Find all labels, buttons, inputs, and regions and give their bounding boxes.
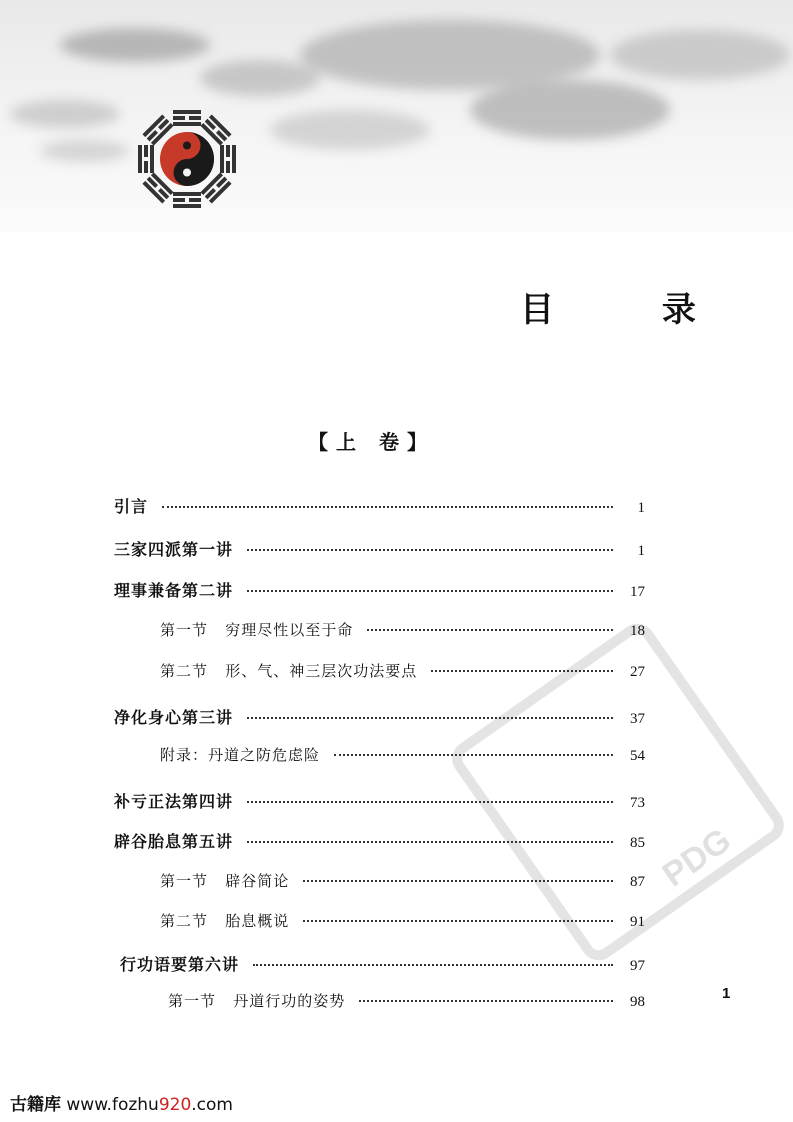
toc-entry-page: 91 (630, 914, 645, 930)
toc-entry[interactable] (114, 494, 645, 516)
footer-url: www.fozhu920.com (66, 1095, 233, 1115)
toc-entry-page: 97 (630, 958, 645, 974)
toc-entry[interactable] (114, 829, 645, 851)
page-number: 1 (722, 985, 731, 1002)
bagua-taiji-icon (136, 108, 238, 210)
toc-entry-page: 27 (630, 664, 645, 680)
toc-entry[interactable] (114, 537, 645, 559)
dot-leader (303, 920, 613, 922)
dot-leader (162, 506, 613, 508)
dot-leader (431, 670, 613, 672)
toc-entry-title: 辟谷胎息第五讲 (114, 832, 234, 851)
watermark-label: PDG (655, 821, 738, 895)
toc-entry-title: 第一节 丹道行功的姿势 (168, 992, 346, 1010)
section-heading: 【上 卷】 (308, 430, 435, 454)
toc-entry[interactable] (160, 660, 645, 682)
toc-entry-title: 引言 (114, 497, 149, 516)
dot-leader (247, 590, 613, 592)
toc-entry-page: 87 (630, 874, 645, 890)
toc-entry-page: 1 (637, 500, 645, 516)
toc-entry-page: 73 (630, 795, 645, 811)
toc-entry-page: 54 (630, 748, 645, 764)
footer-brand: 古籍库 (10, 1095, 61, 1115)
toc-entry[interactable] (160, 910, 645, 932)
dot-leader (303, 880, 613, 882)
toc-entry-title: 行功语要第六讲 (120, 955, 240, 974)
toc-entry[interactable] (168, 990, 645, 1012)
toc-entry[interactable] (160, 619, 645, 641)
toc-entry-title: 第一节 辟谷简论 (160, 872, 290, 890)
toc-entry[interactable] (114, 789, 645, 811)
toc-entry[interactable] (120, 952, 645, 974)
dot-leader (247, 549, 613, 551)
toc-entry-page: 98 (630, 994, 645, 1010)
toc-entry-page: 17 (630, 584, 645, 600)
toc-entry-title: 第二节 胎息概说 (160, 912, 290, 930)
toc-entry-page: 1 (637, 543, 645, 559)
toc-entry-title: 三家四派第一讲 (114, 540, 234, 559)
footer-source (10, 1090, 233, 1115)
toc-entry-page: 85 (630, 835, 645, 851)
ink-cloud-banner (0, 0, 793, 232)
toc-entry-title: 第二节 形、气、神三层次功法要点 (160, 662, 418, 680)
toc-entry-title: 净化身心第三讲 (114, 708, 234, 727)
dot-leader (247, 841, 613, 843)
toc-entry-page: 18 (630, 623, 645, 639)
dot-leader (359, 1000, 613, 1002)
toc-entry-page: 37 (630, 711, 645, 727)
page-title: 目 录 (520, 290, 744, 330)
toc-entry[interactable] (160, 870, 645, 892)
toc-entry[interactable] (160, 744, 645, 766)
toc-entry-title: 第一节 穷理尽性以至于命 (160, 621, 354, 639)
dot-leader (247, 717, 613, 719)
toc-entry-title: 补亏正法第四讲 (114, 792, 234, 811)
toc-entry[interactable] (114, 705, 645, 727)
toc-entry-title: 附录：丹道之防危虑险 (160, 746, 321, 764)
dot-leader (367, 629, 613, 631)
toc-entry[interactable] (114, 578, 645, 600)
dot-leader (253, 964, 613, 966)
dot-leader (247, 801, 613, 803)
dot-leader (334, 754, 613, 756)
toc-entry-title: 理事兼备第二讲 (114, 581, 234, 600)
